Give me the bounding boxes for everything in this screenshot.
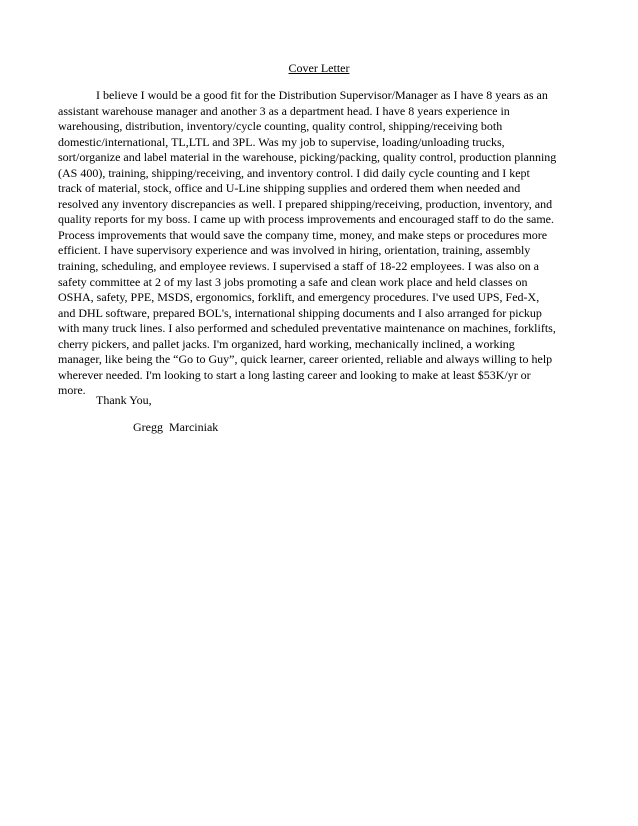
- signature-name: Gregg Marciniak: [133, 420, 219, 434]
- body-line: I believe I would be a good fit for the Distribution Supervisor/Manager as I have 8 years as an: [96, 88, 548, 102]
- body-line: efficient. I have supervisory experience and was involved in hiring, orientation, training, assembly: [58, 243, 531, 258]
- body-line: training, scheduling, and employee reviews. I supervised a staff of 18-22 employees. I was also on a: [58, 259, 539, 274]
- body-line: OSHA, safety, PPE, MSDS, ergonomics, forklift, and emergency procedures. I've used UPS, Fed-X,: [58, 290, 540, 305]
- body-line: domestic/international, TL,LTL and 3PL. Was my job to supervise, loading/unloading trucks,: [58, 134, 505, 149]
- body-line: warehousing, distribution, inventory/cycle counting, quality control, shipping/receiving both: [58, 119, 503, 134]
- body-line: more.: [58, 383, 86, 398]
- body-line: and DHL software, prepared BOL's, international shipping documents and I also arranged for pickup: [58, 305, 542, 320]
- body-line: manager, like being the “Go to Guy”, quick learner, career oriented, reliable and always willing to help: [58, 352, 553, 367]
- body-line: quality reports for my boss. I came up with process improvements and encouraged staff to do the same.: [58, 212, 554, 227]
- body-line: safety committee at 2 of my last 3 jobs promoting a safe and clean work place and held classes on: [58, 274, 528, 289]
- body-line: assistant warehouse manager and another 3 as a department head. I have 8 years experience in: [58, 103, 510, 118]
- body-line: track of material, stock, office and U-Line shipping supplies and ordered them when needed and: [58, 181, 521, 196]
- body-line: (AS 400), training, shipping/receiving, and inventory control. I did daily cycle counting and I kept: [58, 165, 530, 180]
- body-line: Process improvements that would save the company time, money, and make steps or procedures more: [58, 227, 548, 242]
- body-line: cherry pickers, and pallet jacks. I'm organized, hard working, mechanically inclined, a working: [58, 336, 515, 351]
- body-line: wherever needed. I'm looking to start a long lasting career and looking to make at least $53K/yr or: [58, 367, 531, 382]
- body-line: sort/organize and label material in the warehouse, picking/packing, quality control, production planning: [58, 150, 557, 165]
- closing-salutation: Thank You,: [96, 393, 152, 407]
- letter-body: [58, 88, 588, 399]
- document-title: Cover Letter: [288, 61, 350, 75]
- body-line: resolved any inventory discrepancies as well. I prepared shipping/receiving, production, inventory, and: [58, 196, 553, 211]
- body-line: with many truck lines. I also performed and scheduled preventative maintenance on machines, forklifts,: [58, 321, 556, 336]
